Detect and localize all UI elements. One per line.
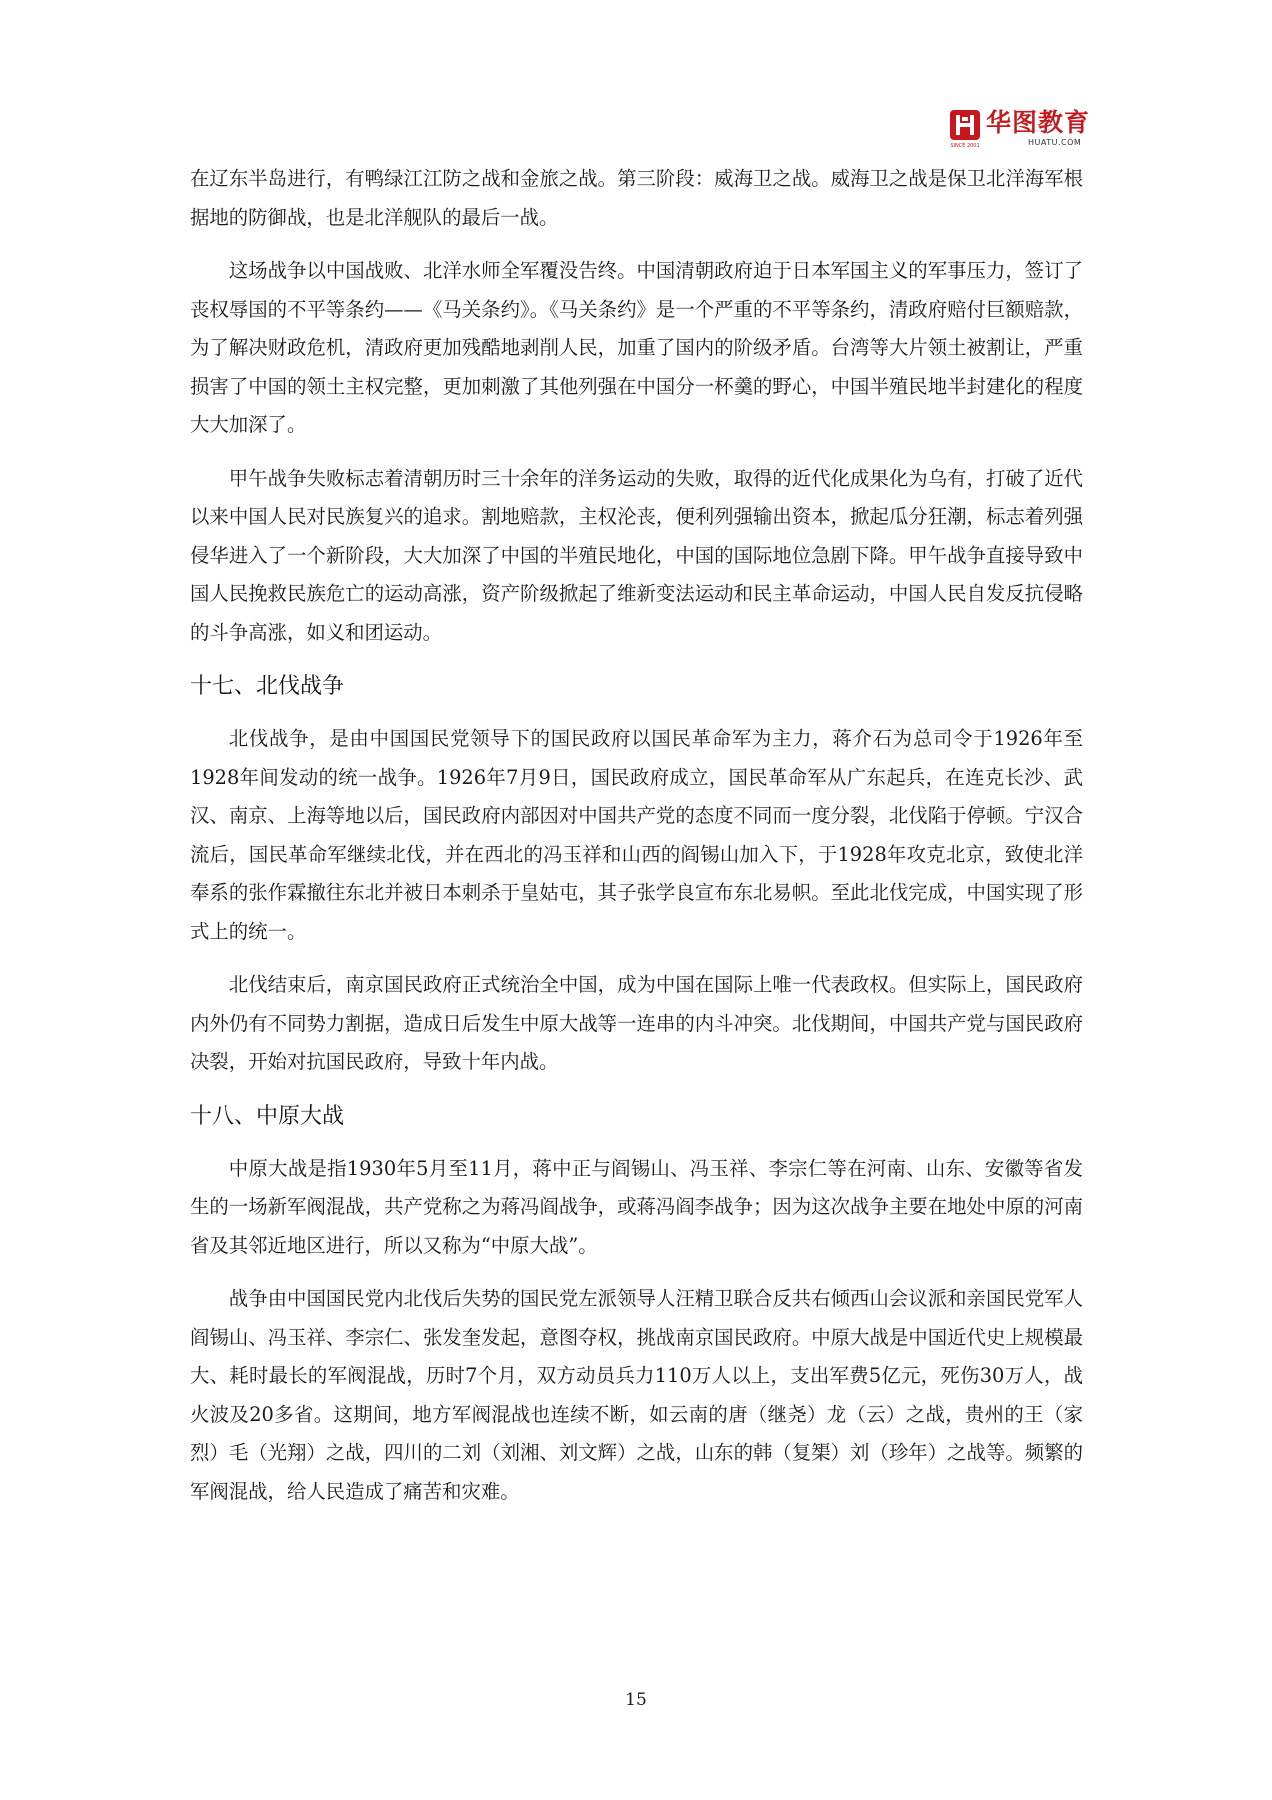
page-content (190, 160, 1083, 1526)
huatu-logo (950, 108, 1100, 152)
logo-tagline: SINCE 2001 (950, 143, 980, 148)
paragraph: 甲午战争失败标志着清朝历时三十余年的洋务运动的失败，取得的近代化成果化为乌有，打破了近代以来中国人民对民族复兴的追求。割地赔款，主权沦丧，便利列强输出资本，掀起瓜分狂潮，标志着列强侵华进入了一个新阶段，大大加深了中国的半殖民地化，中国的国际地位急剧下降。甲午战争直接导致中国人民挽救民族危亡的运动高涨，资产阶级掀起了维新变法运动和民主革命运动，中国人民自发反抗侵略的斗争高涨，如义和团运动。 (190, 466, 1083, 644)
paragraph: 在辽东半岛进行，有鸭绿江江防之战和金旅之战。第三阶段：威海卫之战。威海卫之战是保卫北洋海军根据地的防御战，也是北洋舰队的最后一战。 (190, 167, 1083, 229)
section-heading-central-plains-war: 十八、中原大战 (190, 1103, 345, 1129)
huatu-emblem-icon (950, 110, 980, 148)
paragraph: 这场战争以中国战败、北洋水师全军覆没告终。中国清朝政府迫于日本军国主义的军事压力，签订了丧权辱国的不平等条约——《马关条约》。《马关条约》是一个严重的不平等条约，清政府赔付巨额赔款，为了解决财政危机，清政府更加残酷地剥削人民，加重了国内的阶级矛盾。台湾等大片领土被割让，严重损害了中国的领土主权完整，更加刺激了其他列强在中国分一杯羹的野心，中国半殖民地半封建化的程度大大加深了。 (190, 259, 1083, 436)
logo-site-url: HUATU.COM (1028, 138, 1082, 147)
paragraph: 北伐战争，是由中国国民党领导下的国民政府以国民革命军为主力，蒋介石为总司令于1926年至1928年间发动的统一战争。1926年7月9日，国民政府成立，国民革命军从广东起兵，在连克长沙、武汉、南京、上海等地以后，国民政府内部因对中国共产党的态度不同而一度分裂，北伐陷于停顿。宁汉合流后，国民革命军继续北伐，并在西北的冯玉祥和山西的阎锡山加入下，于1928年攻克北京，致使北洋奉系的张作霖撤往东北并被日本刺杀于皇姑屯，其子张学良宣布东北易帜。至此北伐完成，中国实现了形式上的统一。 (190, 727, 1083, 943)
logo-brand-name: 华图教育 (986, 108, 1091, 137)
page-number: 15 (625, 1690, 647, 1710)
section-heading-northern-expedition: 十七、北伐战争 (190, 674, 345, 699)
paragraph: 中原大战是指1930年5月至11月，蒋中正与阎锡山、冯玉祥、李宗仁等在河南、山东、安徽等省发生的一场新军阀混战，共产党称之为蒋冯阎战争，或蒋冯阎李战争；因为这次战争主要在地处中原的河南省及其邻近地区进行，所以又称为“中原大战”。 (190, 1156, 1083, 1257)
paragraph: 战争由中国国民党内北伐后失势的国民党左派领导人汪精卫联合反共右倾西山会议派和亲国民党军人阎锡山、冯玉祥、李宗仁、张发奎发起，意图夺权，挑战南京国民政府。中原大战是中国近代史上规模最大、耗时最长的军阀混战，历时7个月，双方动员兵力110万人以上，支出军费5亿元，死伤30万人，战火波及20多省。这期间，地方军阀混战也连续不断，如云南的唐（继尧）龙（云）之战，贵州的王（家烈）毛（光翔）之战，四川的二刘（刘湘、刘文辉）之战，山东的韩（复榘）刘（珍年）之战等。频繁的军阀混战，给人民造成了痛苦和灾难。 (190, 1287, 1083, 1503)
paragraph: 北伐结束后，南京国民政府正式统治全中国，成为中国在国际上唯一代表政权。但实际上，国民政府内外仍有不同势力割据，造成日后发生中原大战等一连串的内斗冲突。北伐期间，中国共产党与国民政府决裂，开始对抗国民政府，导致十年内战。 (190, 973, 1083, 1073)
